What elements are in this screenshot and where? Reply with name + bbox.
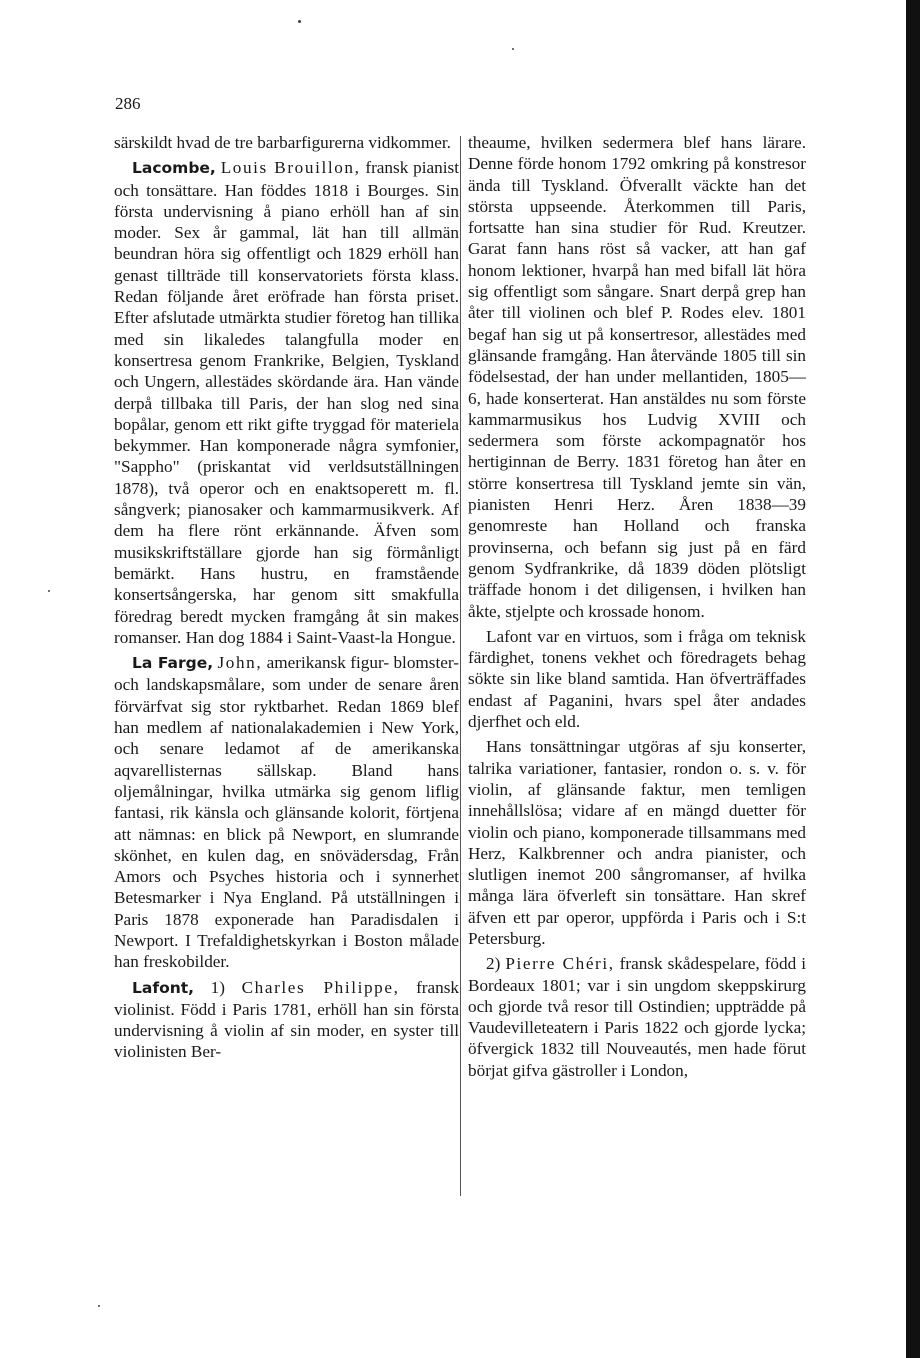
paragraph: särskildt hvad de tre barbarfigurerna vidkommer. xyxy=(114,133,451,152)
page-number: 286 xyxy=(115,94,141,113)
entry-text: amerikansk figur- blomster- och landskapsmålare, som under de senare åren förvärfvat sig stor ryktbarhet. Redan 1869 blef han medlem af nationalakademien i New York, och senare ledamot af de amerikanska aqvarellisternas sällskap. Bland hans oljemålningar, hvilka utmärka sig genom liflig fantasi, rik känsla och glänsande kolorit, förtjena att nämnas: en blick på Newport, en slumrande skönhet, en kulen dag, en snövädersdag, Från Amors och Psyches historia och i synnerhet Betesmarker i Nya England. På utställningen i Paris 1878 exponerade han Paradisdalen i Newport. I Trefaldighetskyrkan i Boston målade han freskobilder. xyxy=(114,653,459,972)
scan-speck xyxy=(48,590,50,592)
column-divider xyxy=(460,136,461,1196)
entry-lafont-pierre xyxy=(468,953,806,1081)
left-column xyxy=(114,132,459,1063)
paragraph: theaume, hvilken sedermera blef hans lärare. Denne förde honom 1792 omkring på konstresor ända till Tyskland. Öfverallt väckte han det största uppseende. Återkommen till Paris, fortsatte han sina studier för Rud. Kreutzer. Garat fann hans röst så vacker, att han gaf honom lektioner, hvarpå han med bifall lät höra sig offentligt som sångare. Snart derpå grep han åter till violinen och blef P. Rodes elev. 1801 begaf han sig ut på konsertresor, allestädes med glänsande framgång. Han återvände 1805 till sin födelsestad, der han under mellantiden, 1805—6, hade konserterat. Han anstäldes nu som förste kammarmusikus hos Ludvig XVIII och sedermera som förste ackompagnatör hos hertiginnan de Berry. 1831 företog han åter en större konsertresa till Tyskland jemte sin vän, pianisten Henri Herz. Åren 1838—39 genomreste han Holland och franska provinserna, och befann sig just på en färd genom Sydfrankrike, då 1839 döden plötsligt träffade honom i det diligensen, i hvilken han åkte, stjelpte och krossade honom. xyxy=(468,133,806,621)
scan-speck xyxy=(98,1305,100,1307)
entry-text: fransk pianist och tonsättare. Han föddes 1818 i Bourges. Sin första undervisning å piano erhöll han af sin moder. Sex år gammal, lät han till allmän beundran höra sig offentligt och 1829 erhöll han genast tillträde till konservatoriets första klass. Redan följande året eröfrade han första priset. Efter afslutade utmärkta studier företog han tillika med sin likaledes talangfulla moder en konsertresa genom Frankrike, Belgien, Tyskland och Ungern, allestädes skördande ära. Han vände derpå tillbaka till Paris, der han slog ned sina bopålar, genom ett rikt gifte tryggad för materiela bekymmer. Han komponerade några symfonier, "Sappho" (priskantat vid verldsutställningen 1878), två operor och en enaktsoperett m. fl. sångverk; pianosaker och kammarmusikverk. Af dem ha flere rönt erkännande. Äfven som musikskriftställare gjorde han sig förmånligt bemärkt. Hans hustru, en framstående konsertsångerska, har genom sitt smakfulla föredrag beredt mycken framgång åt sin makes romanser. Han dog 1884 i Saint-Vaast-la Hongue. xyxy=(114,158,459,647)
paragraph: Hans tonsättningar utgöras af sju konserter, talrika variationer, fantasier, rondon o. s. v. för violin, af glänsande faktur, men temligen innehållslösa; vidare af en mängd duetter för violin och piano, komponerade tillsammans med Herz, Kalkbrenner och andra pianister, och slutligen inemot 200 sångromanser, af hvilka många lära öfverleft sin tonsättare. Han skref äfven ett par operor, uppförda i Paris och i S:t Petersburg. xyxy=(468,737,806,948)
right-column xyxy=(468,132,806,1081)
headword: Lacombe, xyxy=(132,159,216,178)
paragraph: Lafont var en virtuos, som i fråga om teknisk färdighet, tonens vekhet och föredragets behag sökte sin like bland samtida. Han öfverträffades endast af Paganini, hvars spel åter andades djerfhet och eld. xyxy=(468,626,806,732)
scan-speck xyxy=(512,48,514,50)
entry-name: John, xyxy=(217,653,263,673)
entry-lafont xyxy=(114,977,459,1063)
entry-name: Charles Philippe, xyxy=(241,977,400,997)
headword: La Farge, xyxy=(132,654,214,673)
entry-text: fransk violinist. Född i Paris 1781, erhöll han sin första undervisning å violin af sin moder, en syster till violinisten Ber- xyxy=(114,977,460,1062)
entry-name: Pierre Chéri, xyxy=(505,954,615,974)
entry-number: 1) xyxy=(210,977,225,997)
entry-la-farge xyxy=(114,652,459,972)
entry-number: 2) xyxy=(486,954,501,974)
scan-speck xyxy=(298,20,301,23)
entry-lacombe xyxy=(114,157,459,648)
entry-name: Louis Brouillon, xyxy=(220,158,361,178)
scan-edge-shadow xyxy=(906,0,920,1358)
headword: Lafont, xyxy=(132,978,195,997)
entry-text: fransk skådespelare, född i Bordeaux 1801; var i sin ungdom skeppskirurg och gjorde två resor till Ostindien; uppträdde på Vaudevilleteatern i Paris 1822 och gjorde lycka; öfvergick 1832 till Nouveautés, men hade förut börjat gifva gästroller i London, xyxy=(468,954,806,1080)
